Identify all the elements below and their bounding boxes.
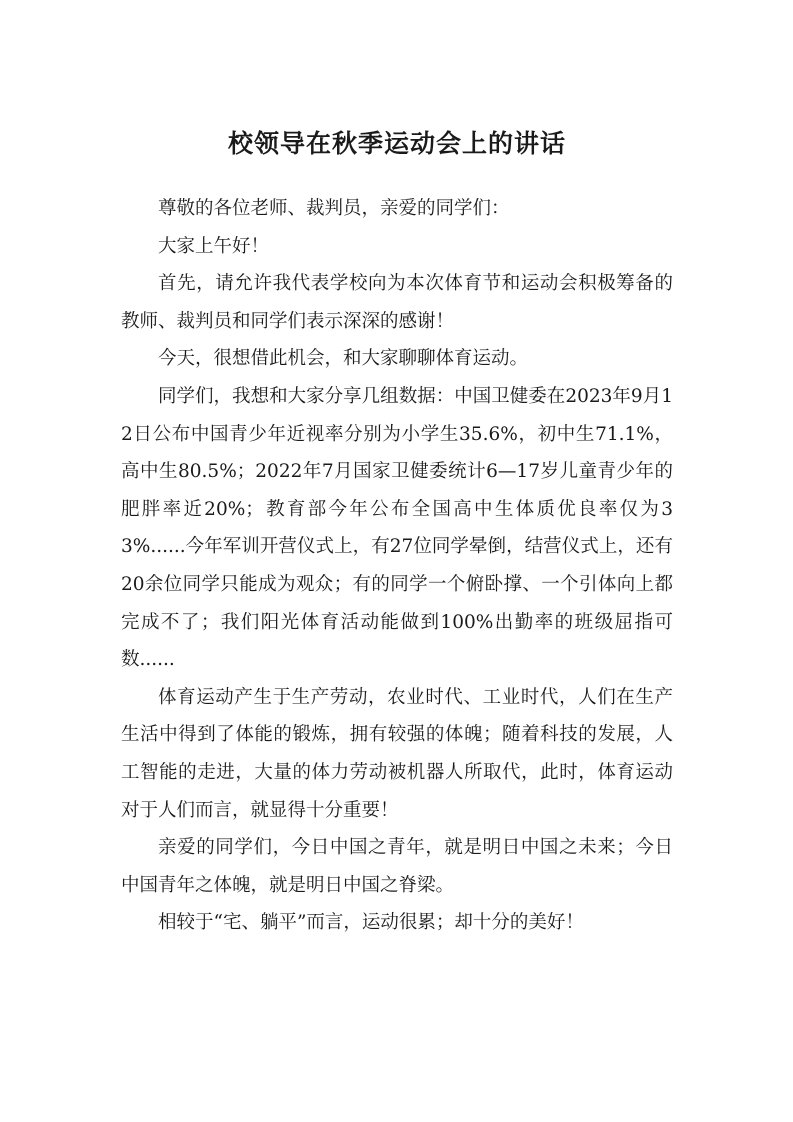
sports-origin-paragraph: 体育运动产生于生产劳动，农业时代、工业时代，人们在生产生活中得到了体能的锻炼，拥有较强的体魄；随着科技的发展，人工智能的走进，大量的体力劳动被机器人所取代，此时，体育运动对于人们而言，就显得十分重要！ — [121, 686, 673, 821]
youth-future-paragraph: 亲爱的同学们，今日中国之青年，就是明日中国之未来；今日中国青年之体魄，就是明日中国之脊梁。 — [121, 837, 673, 896]
document-title: 校领导在秋季运动会上的讲话 — [227, 129, 566, 158]
greeting-paragraph: 尊敬的各位老师、裁判员，亲爱的同学们： — [158, 198, 510, 219]
closing-paragraph: 相较于“宅、躺平”而言，运动很累；却十分的美好！ — [158, 912, 584, 934]
topic-paragraph: 今天，很想借此机会，和大家聊聊体育运动。 — [158, 348, 529, 370]
good-morning-paragraph: 大家上午好！ — [158, 235, 270, 257]
thanks-paragraph: 首先，请允许我代表学校向为本次体育节和运动会积极筹备的教师、裁判员和同学们表示深深的感谢！ — [121, 273, 673, 332]
statistics-paragraph: 同学们，我想和大家分享几组数据：中国卫健委在2023年9月12日公布中国青少年近视率分别为小学生35.6%，初中生71.1%，高中生80.5%；2022年7月国家卫健委统计6—17岁儿童青少年的肥胖率近20%；教育部今年公布全国高中生体质优良率仅为33%......今年军训开营仪式上，有27位同学晕倒，结营仪式上，还有20余位同学只能成为观众；有的同学一个俯卧撑、一个引体向上都完成不了；我们阳光体育活动能做到100%出勤率的班级屈指可数...... — [121, 385, 673, 671]
